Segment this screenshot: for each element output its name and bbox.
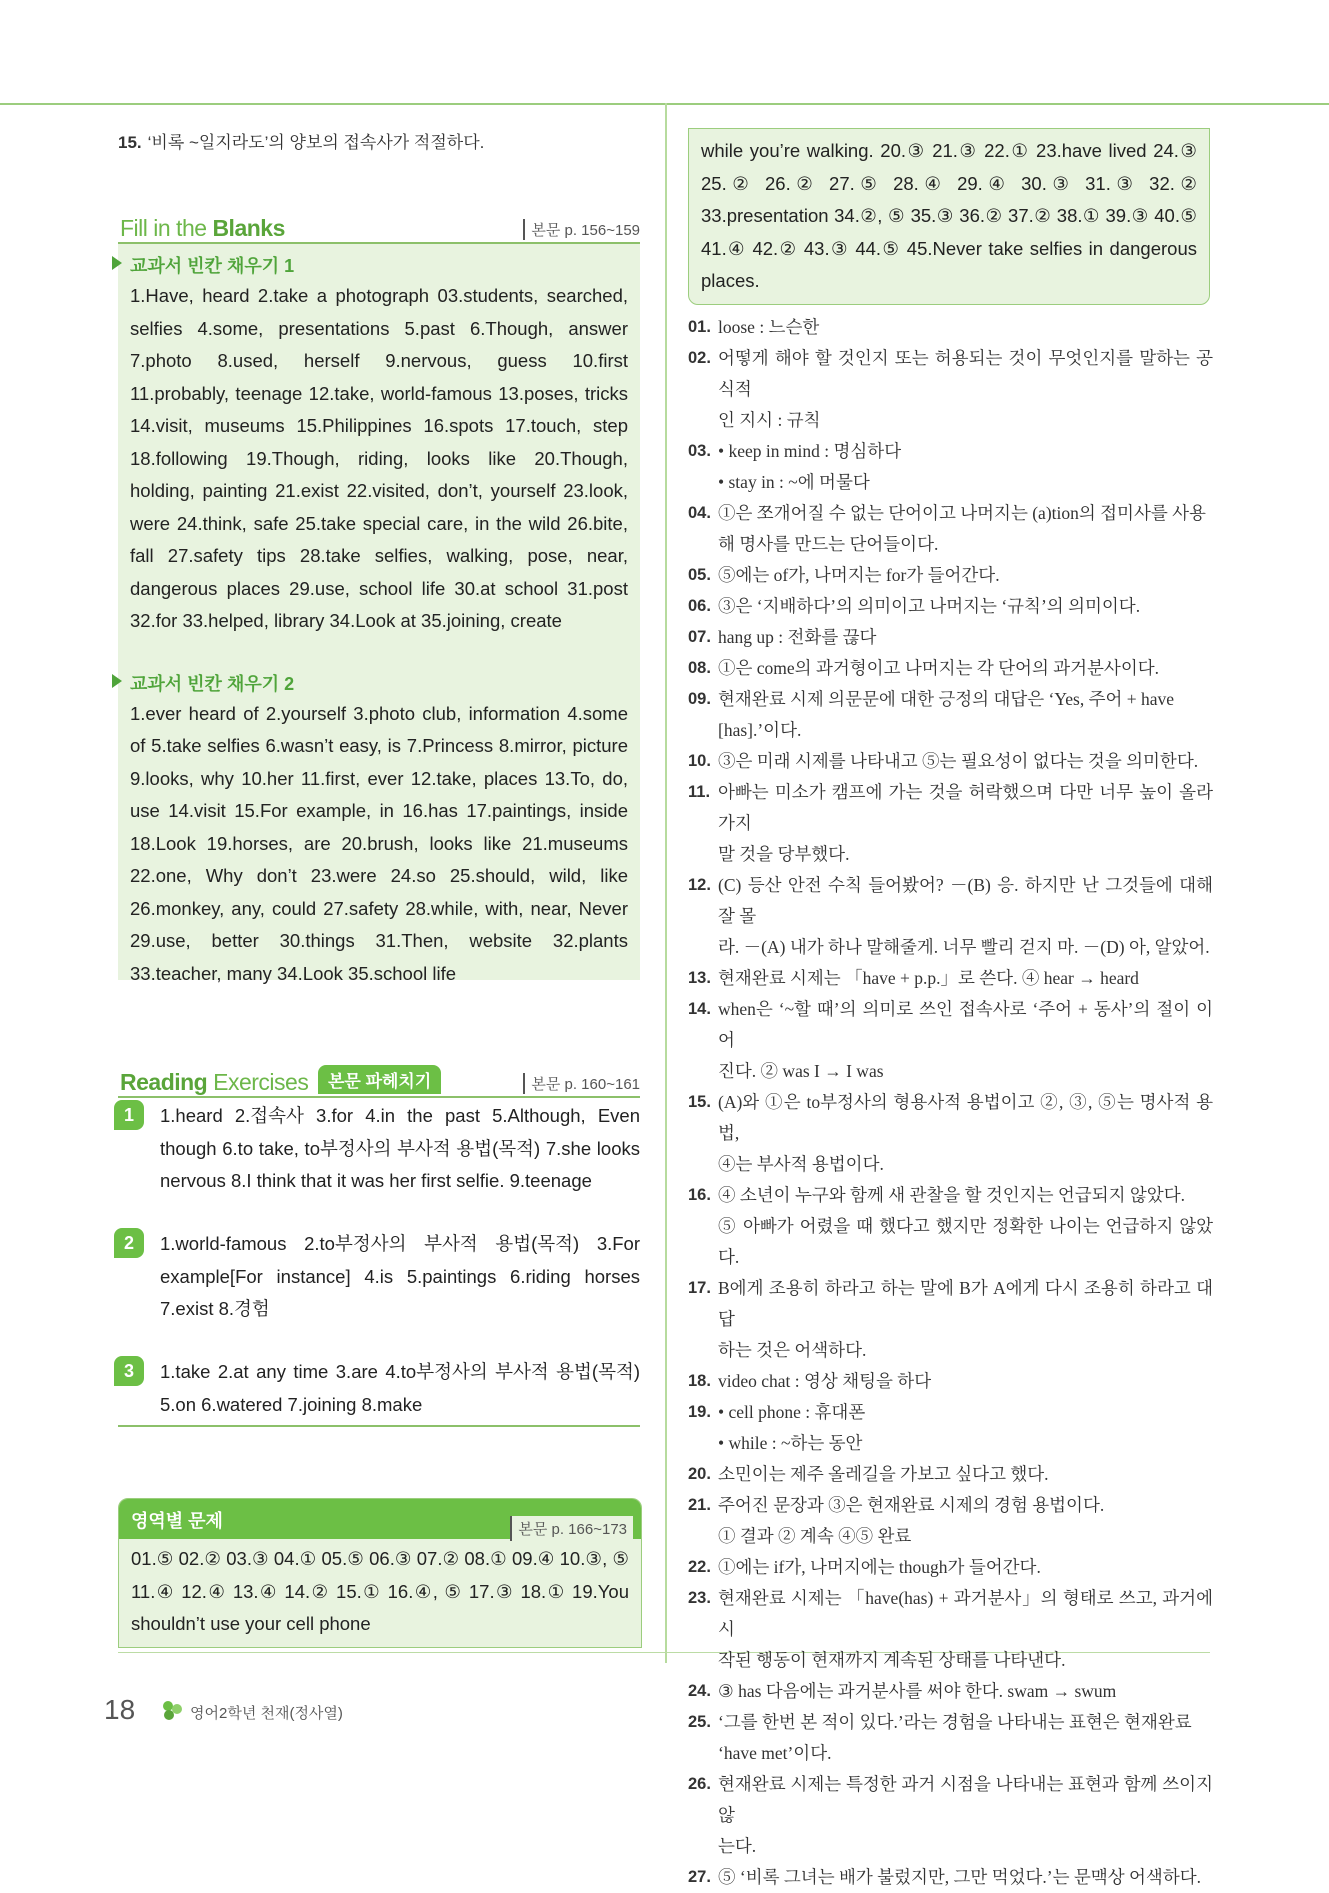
explanation-text: hang up : 전화를 끊다: [718, 627, 877, 647]
explanation-number: 16.: [688, 1186, 711, 1204]
explanation-text: 해 명사를 만드는 단어들이다.: [718, 534, 939, 554]
explanation-number: 25.: [688, 1713, 711, 1731]
explanation-item: [688, 498, 1213, 529]
explanation-number: [688, 932, 718, 963]
explanation-text: • stay in : ~에 머물다: [718, 472, 870, 492]
subtitle-2: 교과서 빈칸 채우기 2: [118, 670, 640, 696]
explanation-item: [688, 1087, 1213, 1149]
explanation-text: 진다. ② was I → I was: [718, 1061, 884, 1081]
exercise-2: [118, 1228, 640, 1326]
explanation-text: 현재완료 시제 의문문에 대한 긍정의 대답은 ‘Yes, 주어 + have: [718, 689, 1175, 709]
column-divider: [665, 103, 667, 1663]
area-box: [118, 1498, 642, 1648]
explanation-number: 23.: [688, 1589, 711, 1607]
explanation-number: [688, 1335, 718, 1366]
explanation-number: [688, 1521, 718, 1552]
explanation-text: 는다.: [718, 1836, 757, 1856]
explanation-continuation: [688, 1521, 1213, 1552]
explanation-item: [688, 1583, 1213, 1645]
explanation-text: loose : 느슨한: [718, 317, 820, 337]
explanation-item: [688, 653, 1213, 684]
note-text: ‘비록 ~일지라도’의 양보의 접속사가 적절하다.: [147, 133, 485, 152]
explanation-number: 27.: [688, 1868, 711, 1886]
explanation-number: 07.: [688, 628, 711, 646]
exercise-1-text: 1.heard 2.접속사 3.for 4.in the past 5.Although, Even though 6.to take, to부정사의 부사적 용법(목적) 7.she looks nervous 8.I think that it was her first selfie. 9.teenage: [160, 1105, 640, 1191]
explanation-text: ①에는 if가, 나머지에는 though가 들어간다.: [718, 1557, 1041, 1577]
explanation-number: 06.: [688, 597, 711, 615]
explanation-text: 소민이는 제주 올레길을 가보고 싶다고 했다.: [718, 1464, 1049, 1484]
answer-box-continued: [688, 128, 1210, 305]
explanation-number: 08.: [688, 659, 711, 677]
explanation-item: [688, 746, 1213, 777]
explanation-text: ①은 come의 과거형이고 나머지는 각 단어의 과거분사이다.: [718, 658, 1160, 678]
answer-box-text: while you’re walking. 20.③ 21.③ 22.① 23.have lived 24.③ 25.② 26.② 27.⑤ 28.④ 29.④ 30.③ 31.③ 32.② 33.presentation 34.②, ⑤ 35.③ 36.② 37.② 38.① 39.③ 40.⑤ 41.④ 42.② 43.③ 44.⑤ 45.Never take selfies in dangerous places.: [701, 140, 1197, 291]
explanation-text: 현재완료 시제는 특정한 과거 시점을 나타내는 표현과 함께 쓰이지 않: [718, 1774, 1213, 1825]
explanation-item: [688, 560, 1213, 591]
explanation-item: [688, 1366, 1213, 1397]
explanation-continuation: [688, 467, 1213, 498]
explanation-item: [688, 1707, 1213, 1738]
explanation-item: [688, 1180, 1213, 1211]
explanation-text: 라. －(A) 내가 하나 말해줄게. 너무 빨리 걷지 마. －(D) 아, 알았어.: [718, 937, 1210, 957]
area-header: [119, 1499, 641, 1539]
explanation-item: [688, 1459, 1213, 1490]
exercise-1: [118, 1100, 640, 1198]
note-15: [118, 128, 640, 153]
explanation-item: [688, 1397, 1213, 1428]
explanation-text: [has].’이다.: [718, 720, 802, 740]
explanation-number: 17.: [688, 1279, 711, 1297]
explanation-text: 아빠는 미소가 캠프에 가는 것을 허락했으며 다만 너무 높이 올라가지: [718, 782, 1213, 833]
footer-text: 영어2학년 천재(정사열): [190, 1705, 343, 1722]
explanation-number: 24.: [688, 1682, 711, 1700]
fill-blanks-section: [118, 212, 640, 984]
explanation-text: ⑤에는 of가, 나머지는 for가 들어간다.: [718, 565, 1000, 585]
explanation-number: [688, 1645, 718, 1676]
explanation-item: [688, 1490, 1213, 1521]
explanation-item: [688, 1862, 1213, 1893]
explanation-item: [688, 1273, 1213, 1335]
explanation-text: 어떻게 해야 할 것인지 또는 허용되는 것이 무엇인지를 말하는 공식적: [718, 348, 1213, 399]
explanation-text: video chat : 영상 채팅을 하다: [718, 1371, 932, 1391]
note-number: 15.: [118, 133, 142, 152]
explanation-text: ①은 쪼개어질 수 없는 단어이고 나머지는 (a)tion의 접미사를 사용: [718, 503, 1206, 523]
explanation-text: ③ has 다음에는 과거분사를 써야 한다. swam → swum: [718, 1681, 1117, 1701]
explanation-item: [688, 1552, 1213, 1583]
explanation-item: [688, 436, 1213, 467]
explanation-text: ④는 부사적 용법이다.: [718, 1154, 884, 1174]
explanation-number: [688, 467, 718, 498]
explanation-number: 04.: [688, 504, 711, 522]
explanation-number: 03.: [688, 442, 711, 460]
explanation-item: [688, 591, 1213, 622]
fill-para-1: 1.Have, heard 2.take a photograph 03.students, searched, selfies 4.some, presentations 5.past 6.Though, answer 7.photo 8.used, herself 9.nervous, guess 10.first 11.probably, teenage 12.take, world-famous 13.poses, tricks 14.visit, museums 15.Philippines 16.spots 17.touch, step 18.following 19.Though, riding, looks like 20.Though, holding, painting 21.exist 22.visited, don’t, yourself 23.look, were 24.think, safe 25.take special care, in the wild 26.bite, fall 27.safety tips 28.take selfies, walking, pose, near, dangerous places 29.use, school life 30.at school 31.post 32.for 33.helped, library 34.Look at 35.joining, create: [130, 285, 628, 631]
explanation-text: 말 것을 당부했다.: [718, 844, 850, 864]
explanation-number: 10.: [688, 752, 711, 770]
explanation-text: ③은 미래 시제를 나타내고 ⑤는 필요성이 없다는 것을 의미한다.: [718, 751, 1199, 771]
explanation-text: ‘그를 한번 본 적이 있다.’라는 경험을 나타내는 표현은 현재완료: [718, 1712, 1192, 1732]
explanation-continuation: [688, 1149, 1213, 1180]
explanation-number: 13.: [688, 969, 711, 987]
explanation-text: 하는 것은 어색하다.: [718, 1340, 867, 1360]
explanation-continuation: [688, 932, 1213, 963]
explanation-number: 18.: [688, 1372, 711, 1390]
reading-title: Reading Exercises: [120, 1069, 309, 1095]
explanation-text: • cell phone : 휴대폰: [718, 1402, 866, 1422]
explanation-number: [688, 1211, 718, 1273]
explanation-text: 주어진 문장과 ③은 현재완료 시제의 경험 용법이다.: [718, 1495, 1105, 1515]
explanation-continuation: [688, 715, 1213, 746]
explanation-continuation: [688, 1645, 1213, 1676]
explanation-number: 22.: [688, 1558, 711, 1576]
reading-end-line: [118, 1425, 640, 1427]
explanation-continuation: [688, 1738, 1213, 1769]
fill-blanks-title: Fill in the Blanks: [120, 215, 285, 241]
exercise-2-text: 1.world-famous 2.to부정사의 부사적 용법(목적) 3.For example[For instance] 4.is 5.paintings 6.riding horses 7.exist 8.경험: [160, 1233, 640, 1319]
reading-section: [118, 1066, 640, 1098]
leaf-icon: [160, 1698, 184, 1724]
explanation-item: [688, 994, 1213, 1056]
explanation-text: ① 결과 ② 계속 ④⑤ 완료: [718, 1526, 912, 1546]
explanation-item: [688, 684, 1213, 715]
page-number: 18: [104, 1694, 136, 1725]
explanation-list: [688, 312, 1213, 1893]
explanation-number: [688, 1831, 718, 1862]
explanation-item: [688, 1676, 1213, 1707]
explanation-number: 12.: [688, 876, 711, 894]
reading-header: [118, 1066, 640, 1098]
explanation-number: 20.: [688, 1465, 711, 1483]
explanation-item: [688, 777, 1213, 839]
area-text: 01.⑤ 02.② 03.③ 04.① 05.⑤ 06.③ 07.② 08.① 09.④ 10.③, ⑤ 11.④ 12.④ 13.④ 14.② 15.① 16.④, ⑤ 17.③ 18.① 19.You shouldn’t use your cell phone: [131, 1548, 629, 1634]
reading-ref: 본문 p. 160~161: [523, 1073, 640, 1094]
explanation-continuation: [688, 529, 1213, 560]
explanation-continuation: [688, 1335, 1213, 1366]
explanation-number: 19.: [688, 1403, 711, 1421]
explanation-text: ④ 소년이 누구와 함께 새 관찰을 할 것인지는 언급되지 않았다.: [718, 1185, 1185, 1205]
explanation-number: [688, 715, 718, 746]
explanation-continuation: [688, 1831, 1213, 1862]
exercise-badge-2: 2: [114, 1228, 144, 1258]
area-title: 영역별 문제: [131, 1511, 223, 1531]
explanation-text: (C) 등산 안전 수칙 들어봤어? －(B) 응. 하지만 난 그것들에 대해 잘 몰: [718, 875, 1213, 926]
explanation-text: 현재완료 시제는 「have(has) + 과거분사」의 형태로 쓰고, 과거에 시: [718, 1588, 1213, 1639]
explanation-text: ③은 ‘지배하다’의 의미이고 나머지는 ‘규칙’의 의미이다.: [718, 596, 1141, 616]
subtitle-1: 교과서 빈칸 채우기 1: [118, 252, 640, 278]
explanation-text: B에게 조용히 하라고 하는 말에 B가 A에게 다시 조용히 하라고 대답: [718, 1278, 1213, 1329]
explanation-text: ⑤ ‘비록 그녀는 배가 불렀지만, 그만 먹었다.’는 문맥상 어색하다.: [718, 1867, 1201, 1887]
fill-blanks-header: [118, 212, 640, 244]
explanation-number: 05.: [688, 566, 711, 584]
exercise-badge-3: 3: [114, 1356, 144, 1386]
explanation-text: • while : ~하는 동안: [718, 1433, 863, 1453]
explanation-number: [688, 1738, 718, 1769]
explanation-number: 09.: [688, 690, 711, 708]
explanation-text: ⑤ 아빠가 어렸을 때 했다고 했지만 정확한 나이는 언급하지 않았다.: [718, 1216, 1213, 1267]
explanation-continuation: [688, 405, 1213, 436]
explanation-number: [688, 1056, 718, 1087]
explanation-number: 11.: [688, 783, 711, 801]
reading-tag: 본문 파헤치기: [318, 1065, 441, 1094]
explanation-text: when은 ‘~할 때’의 의미로 쓰인 접속사로 ‘주어 + 동사’의 절이 이어: [718, 999, 1213, 1050]
explanation-number: 14.: [688, 1000, 711, 1018]
explanation-text: (A)와 ①은 to부정사의 형용사적 용법이고 ②, ③, ⑤는 명사적 용법,: [718, 1092, 1213, 1143]
fill-para-2: 1.ever heard of 2.yourself 3.photo club, information 4.some of 5.take selfies 6.wasn’t easy, is 7.Princess 8.mirror, picture 9.looks, why 10.her 11.first, ever 12.take, places 13.To, do, use 14.visit 15.For example, in 16.has 17.paintings, inside 18.Look 19.horses, are 20.brush, looks like 21.museums 22.one, Why don’t 23.were 24.so 25.should, wild, like 26.monkey, any, could 27.safety 28.while, with, near, Never 29.use, better 30.things 31.Then, website 32.plants 33.teacher, many 34.Look 35.school life: [130, 702, 628, 984]
explanation-item: [688, 870, 1213, 932]
explanation-number: 15.: [688, 1093, 711, 1111]
explanation-continuation: [688, 1211, 1213, 1273]
explanation-number: [688, 1428, 718, 1459]
explanation-text: 작된 행동이 현재까지 계속된 상태를 나타낸다.: [718, 1650, 1066, 1670]
explanation-item: [688, 312, 1213, 343]
exercise-badge-1: 1: [114, 1100, 144, 1130]
fill-blanks-ref: 본문 p. 156~159: [523, 219, 640, 240]
explanation-continuation: [688, 839, 1213, 870]
explanation-number: 26.: [688, 1775, 711, 1793]
explanation-number: [688, 405, 718, 436]
explanation-item: [688, 622, 1213, 653]
exercise-3: [118, 1356, 640, 1421]
explanation-number: [688, 839, 718, 870]
explanation-item: [688, 963, 1213, 994]
explanation-item: [688, 343, 1213, 405]
explanation-number: 21.: [688, 1496, 711, 1514]
explanation-number: [688, 529, 718, 560]
fill-blanks-box: [118, 244, 640, 984]
explanation-continuation: [688, 1056, 1213, 1087]
explanation-text: ‘have met’이다.: [718, 1743, 832, 1763]
explanation-continuation: [688, 1428, 1213, 1459]
explanation-text: 현재완료 시제는 「have + p.p.」로 쓴다. ④ hear → heard: [718, 968, 1139, 988]
explanation-item: [688, 1769, 1213, 1831]
explanation-number: [688, 1149, 718, 1180]
explanation-text: 인 지시 : 규칙: [718, 410, 821, 430]
explanation-number: 01.: [688, 318, 711, 336]
explanation-number: 02.: [688, 349, 711, 367]
explanation-text: • keep in mind : 명심하다: [718, 441, 902, 461]
exercise-3-text: 1.take 2.at any time 3.are 4.to부정사의 부사적 용법(목적) 5.on 6.watered 7.joining 8.make: [160, 1361, 640, 1415]
area-ref: 본문 p. 166~173: [510, 1516, 633, 1541]
